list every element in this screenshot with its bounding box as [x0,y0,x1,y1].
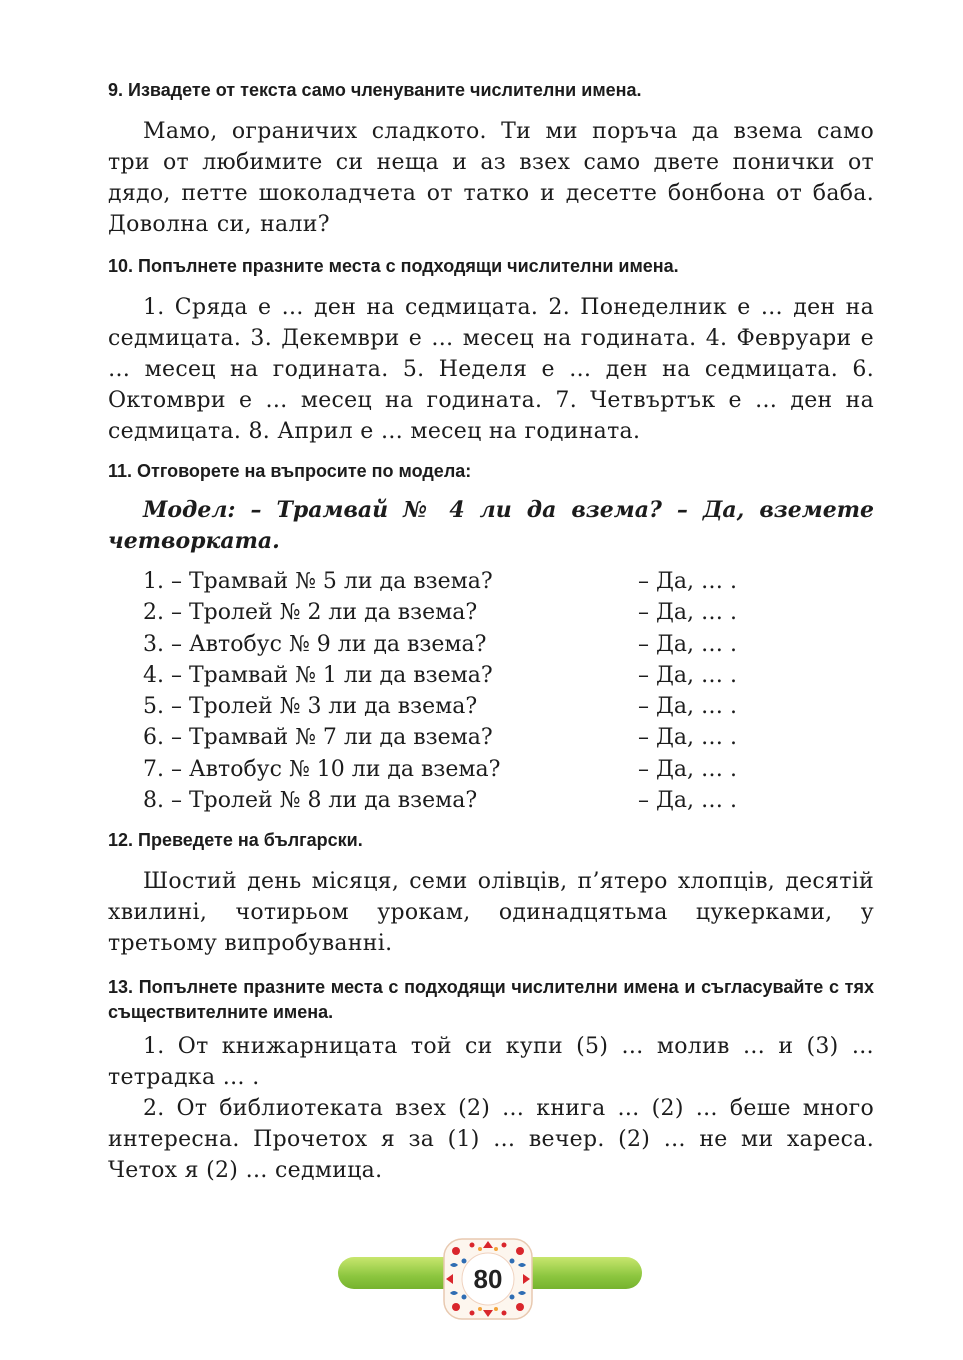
question: 4. – Трамвай № 1 ли да взема? [143,662,493,688]
answer-blank: – Да, … . [638,662,737,688]
question: 3. – Автобус № 9 ли да взема? [143,631,487,657]
task-11-heading: 11. Отговорете на въпросите по модела: [108,461,472,481]
task-9-heading: 9. Извадете от текста само членуваните числителни имена. [108,80,642,100]
task-13-heading: 13. Попълнете празните места с подходящи числителни имена и съгласувайте с тях съществителните имена. [108,977,874,1023]
answer-blank: – Да, … . [638,694,737,720]
task-13-paragraph-1: 1. От книжарницата той си купи (5) … молив … и (3) … тетрадка … . [108,1034,874,1091]
list-item [108,597,874,628]
answer-blank: – Да, … . [638,569,737,594]
list-item [108,660,874,691]
answer-blank: – Да, … . [638,600,737,626]
page-footer [338,1237,642,1321]
question: 1. – Трамвай № 5 ли да взема? [143,569,493,594]
list-item [108,722,874,753]
task-10-heading: 10. Попълнете празните места с подходящи числителни имена. [108,256,679,276]
page-number-badge [442,1237,534,1321]
list-item [108,785,874,816]
question: 6. – Трамвай № 7 ли да взема? [143,725,493,751]
answer-blank: – Да, … . [638,756,737,782]
answer-blank: – Да, … . [638,631,737,657]
question: 5. – Тролей № 3 ли да взема? [143,694,478,720]
task-13-paragraph-2: 2. От библиотеката взех (2) … книга … (2) … беше много интересна. Прочетох я за (1) … вечер. (2) … не ми хареса. Четох я (2) … седмица. [108,1096,874,1184]
task-12-heading: 12. Преведете на български. [108,830,363,851]
page-number: 80 [473,1263,503,1294]
question: 8. – Тролей № 8 ли да взема? [143,788,478,814]
task-12-text: Шостий день місяця, семи олівців, п’ятеро хлопців, десятій хвилині, чотирьом урокам, одинадцятьма цукерками, у третьому випробуванні. [108,869,874,957]
list-item [108,629,874,660]
answer-blank: – Да, … . [638,725,737,751]
question: 2. – Тролей № 2 ли да взема? [143,600,478,626]
list-item [108,691,874,722]
task-11-question-list [108,566,874,816]
task-11-model: Модел: – Трамвай № 4 ли да взема? – Да, вземете четворката. [108,497,874,554]
task-10-text: 1. Сряда е … ден на седмицата. 2. Понеделник е … ден на седмицата. 3. Декември е … месец на годината. 4. Февруари е … месец на годината. 5. Неделя е … ден на седмицата. 6. Октомври е … месец на годината. 7. Четвъртък е … ден на седмицата. 8. Април е … месец на годината. [108,295,874,444]
list-item [108,566,874,597]
task-9-text: Мамо, ограничих сладкото. Ти ми поръча да взема само три от любимите си неща и аз взех само двете понички от дядо, петте шоколадчета от татко и десетте бонбона от баба. Доволна си, нали? [108,119,874,237]
answer-blank: – Да, … . [638,788,737,814]
list-item [108,754,874,785]
page-content [108,78,874,1186]
question: 7. – Автобус № 10 ли да взема? [143,756,501,782]
